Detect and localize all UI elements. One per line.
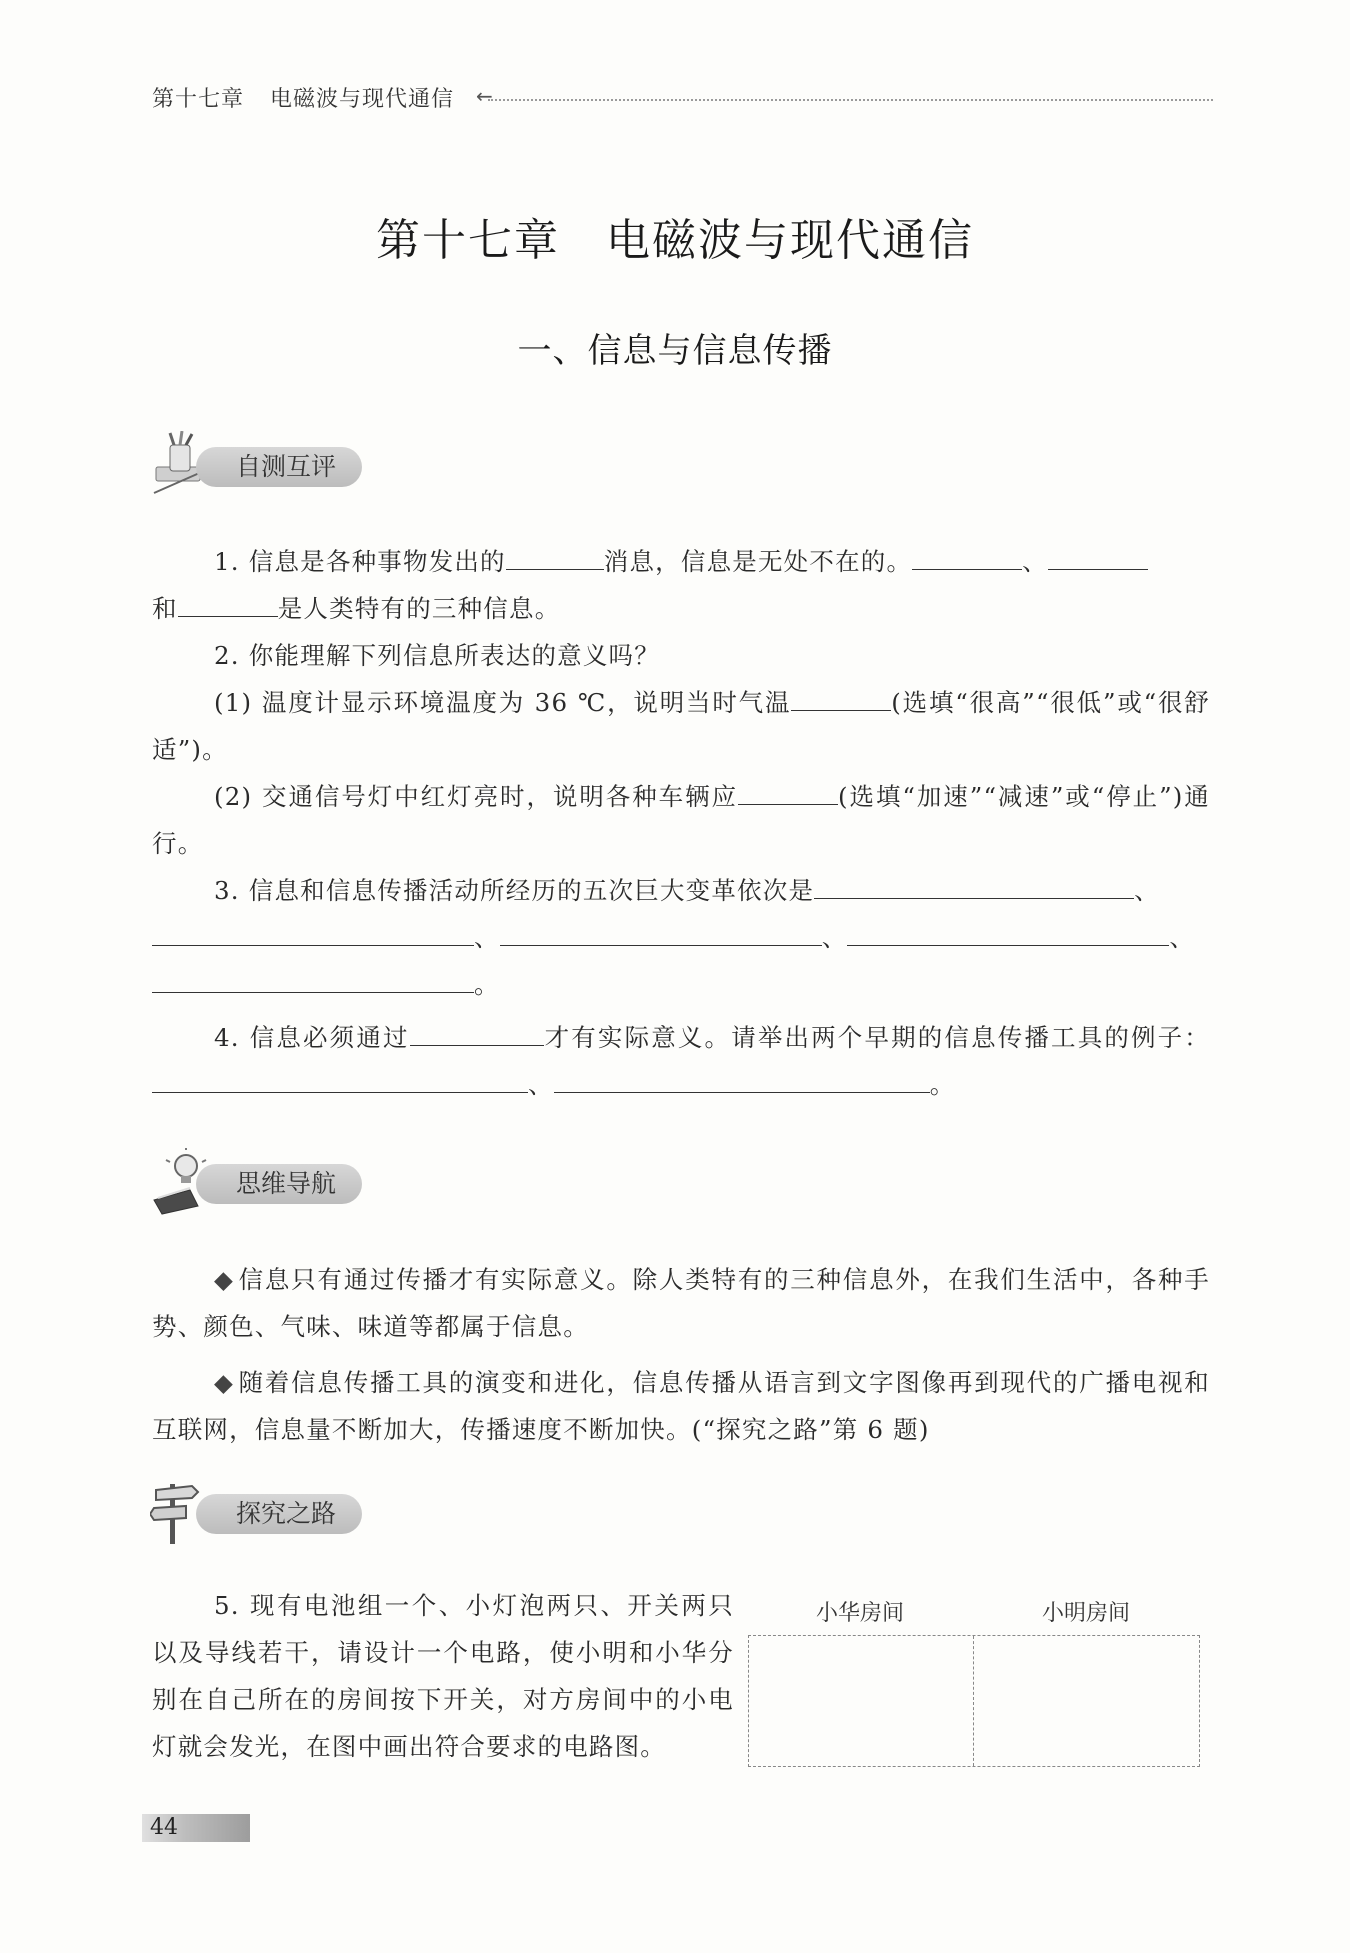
answer-blank[interactable]: [410, 1023, 544, 1046]
self-test-questions: [152, 538, 1210, 1108]
diamond-bullet-icon: ◆: [214, 1265, 235, 1294]
explore-label: 探究之路: [196, 1494, 362, 1534]
answer-blank[interactable]: [847, 923, 1169, 946]
question-5-text: 5. 现有电池组一个、小灯泡两只、开关两只以及导线若干，请设计一个电路，使小明和小华分别在自己所在的房间按下开关，对方房间中的小电灯就会发光，在图中画出符合要求的电路图。: [152, 1591, 734, 1761]
answer-blank[interactable]: [500, 923, 822, 946]
answer-blank[interactable]: [152, 923, 474, 946]
header-dotted-rule: [488, 99, 1213, 101]
chapter-name: 电磁波与现代通信: [606, 215, 974, 266]
answer-blank[interactable]: [506, 547, 604, 570]
question-3-cont: 、 、 、: [152, 914, 1210, 961]
answer-blank[interactable]: [814, 876, 1134, 899]
circuit-drawing-area[interactable]: [748, 1635, 1200, 1767]
chapter-number: 第十七章: [376, 215, 560, 266]
diamond-bullet-icon: ◆: [214, 1368, 235, 1397]
page-number: 44: [142, 1814, 250, 1842]
mind-point-2: ◆ 随着信息传播工具的演变和进化，信息传播从语言到文字图像再到现代的广播电视和互联网，信息量不断加大，传播速度不断加快。(“探究之路”第 6 题): [152, 1368, 1210, 1444]
header-subject: 电磁波与现代通信: [270, 87, 455, 112]
question-2-part-1: (1) 温度计显示环境温度为 36 ℃，说明当时气温 (选填“很高”“很低”或“很舒适”)。: [152, 688, 1210, 764]
room-label-xiaohua: 小华房间: [816, 1601, 905, 1626]
question-3: 3. 信息和信息传播活动所经历的五次巨大变革依次是 、: [214, 876, 1160, 905]
chapter-title: [0, 204, 1350, 268]
section-title: 一、信息与信息传播: [517, 331, 833, 371]
room-divider: [973, 1636, 974, 1766]
mind-point-1: ◆ 信息只有通过传播才有实际意义。除人类特有的三种信息外，在我们生活中，各种手势、颜色、气味、味道等都属于信息。: [152, 1265, 1210, 1341]
header-chapter: 第十七章: [152, 87, 245, 112]
self-test-label: 自测互评: [196, 447, 362, 487]
mind-map-points: [152, 1256, 1210, 1453]
running-header: [152, 82, 454, 113]
question-3-end: 。: [152, 961, 1210, 1008]
header-arrow-icon: ←: [476, 84, 493, 108]
question-1-cont: 和 是人类特有的三种信息。: [152, 594, 561, 623]
answer-blank[interactable]: [178, 594, 278, 617]
question-2-stem: 2. 你能理解下列信息所表达的意义吗？: [214, 641, 660, 670]
mind-map-label: 思维导航: [196, 1164, 362, 1204]
answer-blank[interactable]: [554, 1070, 930, 1093]
room-label-xiaoming: 小明房间: [1042, 1601, 1131, 1626]
answer-blank[interactable]: [152, 1070, 528, 1093]
question-5: [152, 1582, 734, 1770]
question-1: 1. 信息是各种事物发出的 消息，信息是无处不在的。 、: [152, 538, 1210, 585]
answer-blank[interactable]: [738, 782, 838, 805]
answer-blank[interactable]: [1048, 547, 1148, 570]
question-4: 4. 信息必须通过 才有实际意义。请举出两个早期的信息传播工具的例子：、 。: [152, 1014, 1210, 1108]
answer-blank[interactable]: [912, 547, 1022, 570]
question-2-part-2: (2) 交通信号灯中红灯亮时，说明各种车辆应 (选填“加速”“减速”或“停止”)通行。: [152, 782, 1210, 858]
answer-blank[interactable]: [791, 688, 891, 711]
answer-blank[interactable]: [152, 970, 474, 993]
